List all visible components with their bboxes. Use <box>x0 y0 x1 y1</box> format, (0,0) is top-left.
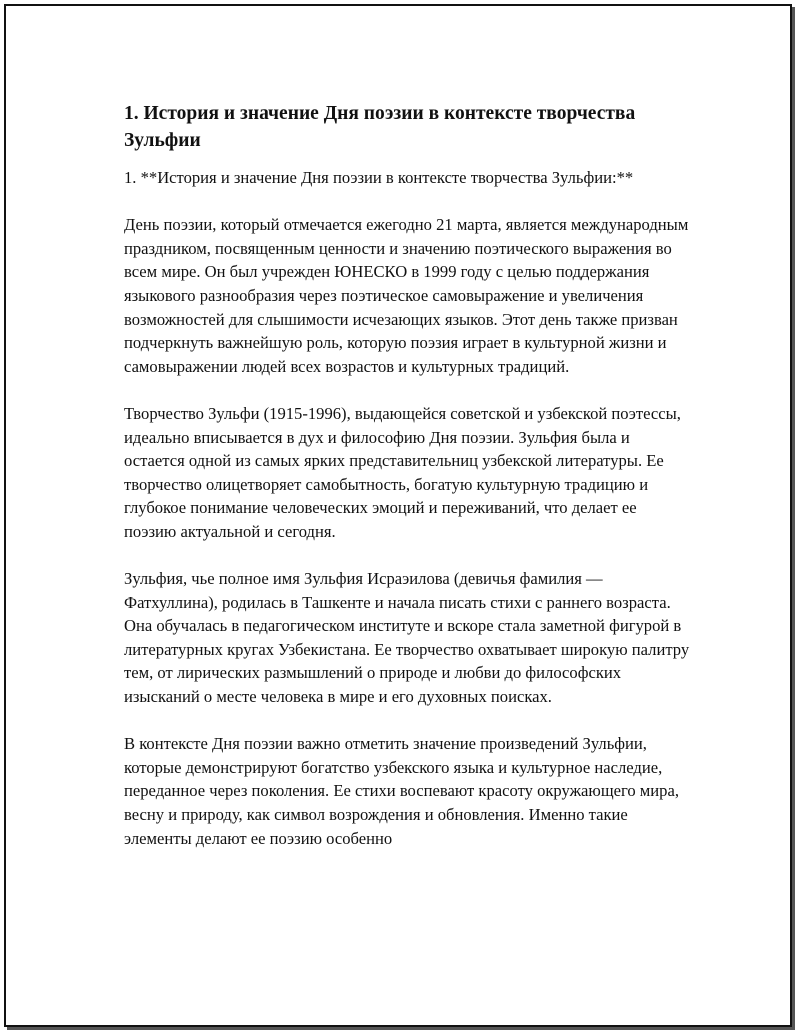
paragraph-zulfiya-biography: Зульфия, чье полное имя Зульфия Исраэилова (девичья фамилия — Фатхуллина), родилась в Ташкенте и начала писать стихи с раннего возраста. Она обучалась в педагогическом институте и вскоре стала заметной фигурой в литературных кругах Узбекистана. Ее творчество охватывает широкую палитру тем, от лирических размышлений о природе и любви до философских изысканий о месте человека в мире и его духовных поисках. <box>124 569 690 707</box>
section-subheading: 1. **История и значение Дня поэзии в контексте творчества Зульфии:** <box>124 168 634 187</box>
paragraph-poetry-day-context: В контексте Дня поэзии важно отметить значение произведений Зульфии, которые демонстрируют богатство узбекского языка и культурное наследие, переданное через поколения. Ее стихи воспевают красоту окружающего мира, весну и природу, как символ возрождения и обновления. Именно такие элементы делают ее поэзию особенно <box>124 734 679 848</box>
document-page <box>4 4 792 1027</box>
document-body <box>124 100 692 874</box>
paragraph-zulfiya-work: Творчество Зульфи (1915-1996), выдающейся советской и узбекской поэтессы, идеально вписывается в дух и философию Дня поэзии. Зульфия была и остается одной из самых ярких представительниц узбекской литературы. Ее творчество олицетворяет самобытность, богатую культурную традицию и глубокое понимание человеческих эмоций и переживаний, что делает ее поэзию актуальной и сегодня. <box>124 403 681 541</box>
section-heading: 1. История и значение Дня поэзии в контексте творчества Зульфии <box>124 103 636 151</box>
paragraph-poetry-day: День поэзии, который отмечается ежегодно 21 марта, является международным праздником, посвященным ценности и значению поэтического выражения во всем мире. Он был учрежден ЮНЕСКО в 1999 году с целью поддержания языкового разнообразия через поэтическое самовыражение и увеличения возможностей для слышимости исчезающих языков. Этот день также призван подчеркнуть важнейшую роль, которую поэзия играет в культурной жизни и самовыражении людей всех возрастов и культурных традиций. <box>124 215 689 376</box>
